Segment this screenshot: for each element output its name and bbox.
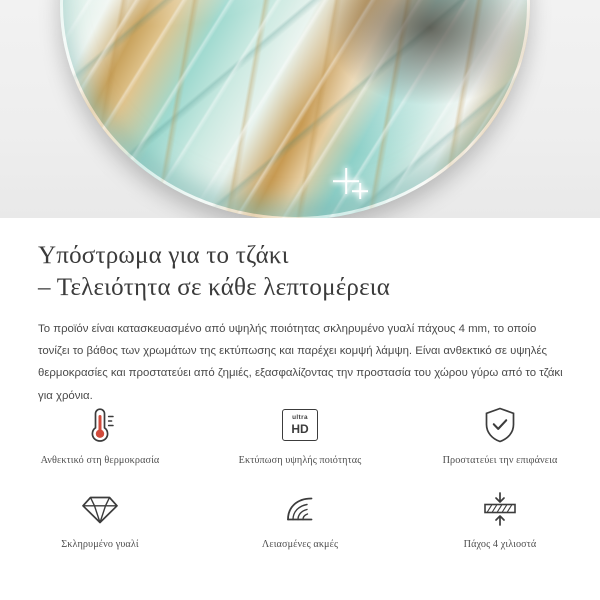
thickness-icon [480, 488, 520, 530]
feature-item-polished-edges [200, 488, 400, 550]
ultra-hd-badge-bottom: HD [291, 421, 309, 436]
feature-row-1 [0, 404, 600, 466]
feature-label: Σκληρυμένο γυαλί [61, 539, 139, 550]
hero-image [0, 0, 600, 218]
feature-grid [0, 404, 600, 550]
marble-glass-plate-image [60, 0, 530, 218]
thermometer-icon [83, 404, 117, 446]
feature-label: Ανθεκτικό στη θερμοκρασία [40, 455, 160, 466]
content-section [0, 218, 600, 600]
shield-check-icon [482, 404, 518, 446]
feature-item-tempered-glass [0, 488, 200, 550]
page-title-line-1: Υπόστρωμα για το τζάκι [38, 242, 289, 269]
feature-item-temperature [0, 404, 200, 466]
feature-label: Πάχος 4 χιλιοστά [463, 539, 537, 550]
feature-row-2 [0, 488, 600, 550]
diamond-icon [81, 488, 119, 530]
page-title [0, 218, 600, 304]
feature-item-thickness [400, 488, 600, 550]
ultra-hd-icon [282, 404, 318, 446]
feature-item-surface-protection [400, 404, 600, 466]
description-paragraph: Το προϊόν είναι κατασκευασμένο από υψηλής ποιότητας σκληρυμένο γυαλί πάχους 4 mm, το οποίο τονίζει το βάθος των χρωμάτων της εκτύπωσης και παρέχει κομψή λάμψη. Είναι ανθεκτικό σε υψηλές θερμοκρασίες και προστατεύει από ζημιές, εξασφαλίζοντας την προστασία του χώρου γύρω από το τζάκι για χρόνια. [38, 323, 563, 402]
feature-item-print-quality [200, 404, 400, 466]
feature-label: Λειασμένες ακμές [261, 539, 339, 550]
feature-label: Εκτύπωση υψηλής ποιότητας [238, 455, 362, 466]
polished-edges-icon [282, 488, 318, 530]
page-title-line-2: – Τελειότητα σε κάθε λεπτομέρεια [38, 274, 391, 301]
ultra-hd-badge-top: ultra [292, 414, 308, 422]
feature-label: Προστατεύει την επιφάνεια [442, 455, 558, 466]
